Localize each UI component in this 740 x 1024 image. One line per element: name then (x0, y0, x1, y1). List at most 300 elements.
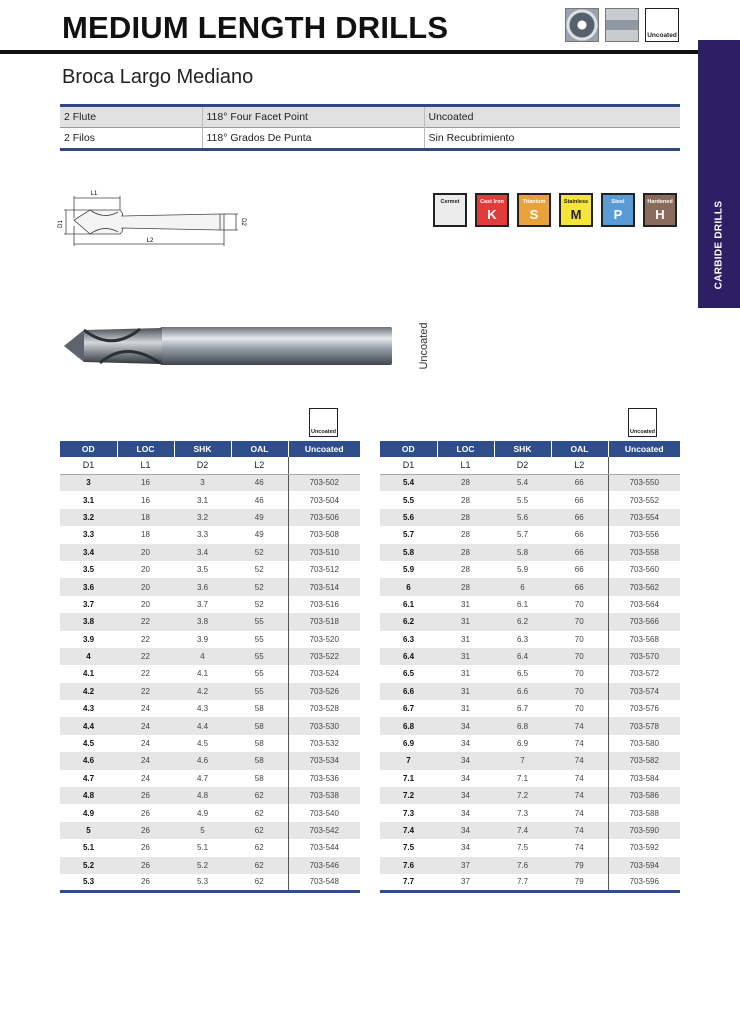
uncoated-badge-icon (628, 408, 657, 437)
badge-label: Uncoated (629, 429, 656, 435)
loc-cell: 24 (117, 717, 174, 734)
loc-cell: 22 (117, 613, 174, 630)
table-row (60, 561, 360, 578)
oal-cell: 55 (231, 665, 288, 682)
column-subheader: D1 (380, 457, 437, 474)
shk-cell: 4.6 (174, 752, 231, 769)
loc-cell: 28 (437, 544, 494, 561)
shk-cell: 3 (174, 474, 231, 491)
loc-cell: 31 (437, 596, 494, 613)
column-subheader: D2 (174, 457, 231, 474)
od-cell: 6.6 (380, 683, 437, 700)
material-letter: P (613, 207, 623, 222)
od-cell: 6.3 (380, 631, 437, 648)
table-subheader-row (60, 457, 360, 474)
shk-cell: 6.5 (494, 665, 551, 682)
edp-cell: 703-566 (608, 613, 680, 630)
column-subheader: L1 (437, 457, 494, 474)
loc-cell: 34 (437, 787, 494, 804)
table-row (380, 874, 680, 891)
edp-cell: 703-520 (288, 631, 360, 648)
shk-cell: 4.7 (174, 770, 231, 787)
table-row (60, 822, 360, 839)
edp-cell: 703-584 (608, 770, 680, 787)
spec-row (60, 128, 680, 150)
shk-cell: 6.3 (494, 631, 551, 648)
edp-cell: 703-544 (288, 839, 360, 856)
drill-table-right (380, 441, 680, 893)
od-cell: 3.9 (60, 631, 117, 648)
edp-cell: 703-510 (288, 544, 360, 561)
table-row (60, 874, 360, 891)
od-cell: 3.2 (60, 509, 117, 526)
oal-cell: 74 (551, 770, 608, 787)
od-cell: 4.1 (60, 665, 117, 682)
badge-label: Uncoated (310, 429, 337, 435)
shk-cell: 4.5 (174, 735, 231, 752)
od-cell: 7.3 (380, 804, 437, 821)
column-subheader: D2 (494, 457, 551, 474)
loc-cell: 26 (117, 857, 174, 874)
loc-cell: 22 (117, 648, 174, 665)
shk-cell: 7.7 (494, 874, 551, 891)
oal-cell: 66 (551, 561, 608, 578)
shk-cell: 5.5 (494, 491, 551, 508)
od-cell: 5.5 (380, 491, 437, 508)
oal-cell: 58 (231, 770, 288, 787)
edp-cell: 703-532 (288, 735, 360, 752)
table-subheader-row (380, 457, 680, 474)
loc-cell: 26 (117, 787, 174, 804)
column-header: OD (380, 441, 437, 457)
od-cell: 5.7 (380, 526, 437, 543)
uncoated-badge-icon (309, 408, 338, 437)
column-subheader: L2 (231, 457, 288, 474)
loc-cell: 22 (117, 683, 174, 700)
loc-cell: 20 (117, 596, 174, 613)
edp-cell: 703-580 (608, 735, 680, 752)
spec-cell: 2 Filos (60, 128, 202, 150)
loc-cell: 31 (437, 700, 494, 717)
edp-cell: 703-542 (288, 822, 360, 839)
shk-cell: 5.9 (494, 561, 551, 578)
material-stainless (559, 193, 593, 227)
shk-cell: 6.6 (494, 683, 551, 700)
oal-cell: 66 (551, 509, 608, 526)
column-header: OAL (551, 441, 608, 457)
shk-cell: 4.9 (174, 804, 231, 821)
loc-cell: 16 (117, 491, 174, 508)
table-row (380, 717, 680, 734)
edp-cell: 703-582 (608, 752, 680, 769)
edp-cell: 703-590 (608, 822, 680, 839)
column-header: LOC (117, 441, 174, 457)
oal-cell: 52 (231, 596, 288, 613)
od-cell: 4.5 (60, 735, 117, 752)
loc-cell: 18 (117, 509, 174, 526)
table-row (380, 665, 680, 682)
oal-cell: 58 (231, 735, 288, 752)
edp-cell: 703-534 (288, 752, 360, 769)
loc-cell: 28 (437, 491, 494, 508)
edp-cell: 703-514 (288, 578, 360, 595)
od-cell: 3.7 (60, 596, 117, 613)
oal-cell: 70 (551, 700, 608, 717)
edp-cell: 703-502 (288, 474, 360, 491)
oal-cell: 46 (231, 474, 288, 491)
od-cell: 5.8 (380, 544, 437, 561)
column-header: Uncoated (288, 441, 360, 457)
table-row (380, 857, 680, 874)
spec-cell: Uncoated (424, 106, 680, 128)
table-row (60, 544, 360, 561)
edp-cell: 703-540 (288, 804, 360, 821)
drill-photo (60, 322, 395, 372)
column-header: OAL (231, 441, 288, 457)
oal-cell: 70 (551, 631, 608, 648)
loc-cell: 22 (117, 665, 174, 682)
oal-cell: 55 (231, 613, 288, 630)
od-cell: 3.8 (60, 613, 117, 630)
od-cell: 7.2 (380, 787, 437, 804)
oal-cell: 70 (551, 683, 608, 700)
table-row (60, 787, 360, 804)
loc-cell: 28 (437, 474, 494, 491)
table-row (60, 596, 360, 613)
table-row (60, 735, 360, 752)
shk-cell: 5.3 (174, 874, 231, 891)
drill-side-view-icon (605, 8, 639, 42)
od-cell: 6.7 (380, 700, 437, 717)
table-row (380, 631, 680, 648)
loc-cell: 34 (437, 822, 494, 839)
edp-cell: 703-552 (608, 491, 680, 508)
edp-cell: 703-508 (288, 526, 360, 543)
edp-cell: 703-572 (608, 665, 680, 682)
edp-cell: 703-528 (288, 700, 360, 717)
loc-cell: 31 (437, 648, 494, 665)
table-row (380, 491, 680, 508)
table-row (380, 752, 680, 769)
column-header: Uncoated (608, 441, 680, 457)
oal-cell: 70 (551, 648, 608, 665)
od-cell: 6.1 (380, 596, 437, 613)
oal-cell: 74 (551, 717, 608, 734)
oal-cell: 58 (231, 700, 288, 717)
table-row (380, 561, 680, 578)
oal-cell: 62 (231, 822, 288, 839)
column-subheader (608, 457, 680, 474)
shk-cell: 4.4 (174, 717, 231, 734)
oal-cell: 70 (551, 596, 608, 613)
oal-cell: 52 (231, 578, 288, 595)
table-row (380, 770, 680, 787)
shk-cell: 6 (494, 578, 551, 595)
edp-cell: 703-594 (608, 857, 680, 874)
oal-cell: 62 (231, 804, 288, 821)
loc-cell: 24 (117, 735, 174, 752)
d1-label: D1 (58, 220, 64, 228)
table-row (380, 822, 680, 839)
oal-cell: 58 (231, 717, 288, 734)
loc-cell: 22 (117, 631, 174, 648)
material-label: Cermet (440, 199, 460, 205)
od-cell: 6.8 (380, 717, 437, 734)
drill-end-view-icon (565, 8, 599, 42)
oal-cell: 55 (231, 648, 288, 665)
od-cell: 3.5 (60, 561, 117, 578)
table-row (380, 578, 680, 595)
shk-cell: 3.4 (174, 544, 231, 561)
shk-cell: 3.9 (174, 631, 231, 648)
shk-cell: 3.7 (174, 596, 231, 613)
material-label: Titanium (522, 199, 546, 205)
shk-cell: 6.1 (494, 596, 551, 613)
loc-cell: 20 (117, 561, 174, 578)
table-row (380, 596, 680, 613)
photo-coating-label: Uncoated (418, 322, 430, 370)
edp-cell: 703-554 (608, 509, 680, 526)
column-header: SHK (494, 441, 551, 457)
od-cell: 3 (60, 474, 117, 491)
oal-cell: 46 (231, 491, 288, 508)
table-row (60, 700, 360, 717)
material-label: Stainless (563, 199, 589, 205)
edp-cell: 703-576 (608, 700, 680, 717)
coating-icon-label: Uncoated (647, 32, 677, 39)
od-cell: 6.9 (380, 735, 437, 752)
l2-label: L2 (146, 238, 154, 244)
oal-cell: 70 (551, 613, 608, 630)
table-header-row (380, 441, 680, 457)
od-cell: 3.3 (60, 526, 117, 543)
od-cell: 7.5 (380, 839, 437, 856)
shk-cell: 5.7 (494, 526, 551, 543)
shk-cell: 7.2 (494, 787, 551, 804)
table-row (380, 544, 680, 561)
edp-cell: 703-558 (608, 544, 680, 561)
edp-cell: 703-564 (608, 596, 680, 613)
od-cell: 5.2 (60, 857, 117, 874)
oal-cell: 52 (231, 561, 288, 578)
od-cell: 6.4 (380, 648, 437, 665)
table-row (380, 648, 680, 665)
material-label: Steel (611, 199, 625, 205)
column-subheader: L1 (117, 457, 174, 474)
column-subheader: D1 (60, 457, 117, 474)
table-row (60, 491, 360, 508)
od-cell: 4.8 (60, 787, 117, 804)
column-subheader (288, 457, 360, 474)
table-row (60, 717, 360, 734)
od-cell: 5.3 (60, 874, 117, 891)
oal-cell: 66 (551, 474, 608, 491)
oal-cell: 70 (551, 665, 608, 682)
oal-cell: 79 (551, 857, 608, 874)
table-row (60, 683, 360, 700)
material-steel (601, 193, 635, 227)
table-row (60, 665, 360, 682)
loc-cell: 24 (117, 700, 174, 717)
od-cell: 6.5 (380, 665, 437, 682)
shk-cell: 4 (174, 648, 231, 665)
shk-cell: 4.3 (174, 700, 231, 717)
table-row (380, 509, 680, 526)
oal-cell: 62 (231, 787, 288, 804)
edp-cell: 703-526 (288, 683, 360, 700)
loc-cell: 28 (437, 509, 494, 526)
table-row (380, 839, 680, 856)
oal-cell: 55 (231, 631, 288, 648)
column-subheader: L2 (551, 457, 608, 474)
loc-cell: 24 (117, 752, 174, 769)
table-row (380, 474, 680, 491)
edp-cell: 703-588 (608, 804, 680, 821)
od-cell: 4.9 (60, 804, 117, 821)
table-row (380, 787, 680, 804)
oal-cell: 66 (551, 578, 608, 595)
edp-cell: 703-536 (288, 770, 360, 787)
oal-cell: 62 (231, 857, 288, 874)
oal-cell: 66 (551, 526, 608, 543)
material-letter: K (487, 207, 497, 222)
shk-cell: 4.8 (174, 787, 231, 804)
drill-dimension-diagram (60, 186, 250, 252)
oal-cell: 52 (231, 544, 288, 561)
shk-cell: 3.2 (174, 509, 231, 526)
material-titanium (517, 193, 551, 227)
edp-cell: 703-522 (288, 648, 360, 665)
edp-cell: 703-574 (608, 683, 680, 700)
oal-cell: 66 (551, 491, 608, 508)
loc-cell: 37 (437, 857, 494, 874)
edp-cell: 703-596 (608, 874, 680, 891)
shk-cell: 6.2 (494, 613, 551, 630)
material-cast-iron (475, 193, 509, 227)
uncoated-coating-icon (645, 8, 679, 42)
material-letter: M (570, 207, 582, 222)
edp-cell: 703-516 (288, 596, 360, 613)
oal-cell: 49 (231, 509, 288, 526)
table-row (380, 804, 680, 821)
shk-cell: 7.1 (494, 770, 551, 787)
column-header: LOC (437, 441, 494, 457)
loc-cell: 31 (437, 665, 494, 682)
od-cell: 5.4 (380, 474, 437, 491)
table-row (60, 613, 360, 630)
od-cell: 4 (60, 648, 117, 665)
od-cell: 5.9 (380, 561, 437, 578)
oal-cell: 62 (231, 839, 288, 856)
drill-table-left (60, 441, 360, 893)
table-row (380, 735, 680, 752)
material-label: Hardened (647, 199, 673, 205)
table-row (380, 613, 680, 630)
edp-cell: 703-546 (288, 857, 360, 874)
loc-cell: 28 (437, 561, 494, 578)
edp-cell: 703-560 (608, 561, 680, 578)
edp-cell: 703-548 (288, 874, 360, 891)
edp-cell: 703-538 (288, 787, 360, 804)
table-row (60, 752, 360, 769)
od-cell: 5.6 (380, 509, 437, 526)
edp-cell: 703-562 (608, 578, 680, 595)
od-cell: 7.1 (380, 770, 437, 787)
edp-cell: 703-556 (608, 526, 680, 543)
edp-cell: 703-504 (288, 491, 360, 508)
material-letter: S (529, 207, 539, 222)
l1-label: L1 (90, 191, 98, 197)
loc-cell: 26 (117, 874, 174, 891)
loc-cell: 34 (437, 804, 494, 821)
shk-cell: 5 (174, 822, 231, 839)
shk-cell: 4.2 (174, 683, 231, 700)
shk-cell: 6.7 (494, 700, 551, 717)
shk-cell: 6.4 (494, 648, 551, 665)
loc-cell: 31 (437, 631, 494, 648)
loc-cell: 28 (437, 578, 494, 595)
od-cell: 3.1 (60, 491, 117, 508)
loc-cell: 34 (437, 735, 494, 752)
edp-cell: 703-570 (608, 648, 680, 665)
od-cell: 6 (380, 578, 437, 595)
loc-cell: 37 (437, 874, 494, 891)
title-rule (0, 50, 700, 54)
material-label: Cast Iron (480, 199, 504, 205)
table-row (380, 700, 680, 717)
shk-cell: 7.3 (494, 804, 551, 821)
spec-cell: 2 Flute (60, 106, 202, 128)
oal-cell: 55 (231, 683, 288, 700)
od-cell: 3.6 (60, 578, 117, 595)
column-header: SHK (174, 441, 231, 457)
loc-cell: 16 (117, 474, 174, 491)
od-cell: 5 (60, 822, 117, 839)
edp-cell: 703-524 (288, 665, 360, 682)
loc-cell: 20 (117, 544, 174, 561)
loc-cell: 28 (437, 526, 494, 543)
material-letter: H (655, 207, 665, 222)
side-tab-label: CARBIDE DRILLS (713, 200, 725, 290)
od-cell: 7.7 (380, 874, 437, 891)
edp-cell: 703-578 (608, 717, 680, 734)
od-cell: 5.1 (60, 839, 117, 856)
od-cell: 7.6 (380, 857, 437, 874)
loc-cell: 34 (437, 770, 494, 787)
shk-cell: 3.8 (174, 613, 231, 630)
loc-cell: 34 (437, 717, 494, 734)
edp-cell: 703-530 (288, 717, 360, 734)
edp-cell: 703-512 (288, 561, 360, 578)
table-row (380, 526, 680, 543)
oal-cell: 74 (551, 839, 608, 856)
shk-cell: 5.4 (494, 474, 551, 491)
edp-cell: 703-568 (608, 631, 680, 648)
material-hardened (643, 193, 677, 227)
loc-cell: 34 (437, 752, 494, 769)
table-row (60, 857, 360, 874)
edp-cell: 703-518 (288, 613, 360, 630)
table-row (60, 474, 360, 491)
edp-cell: 703-592 (608, 839, 680, 856)
edp-cell: 703-506 (288, 509, 360, 526)
shk-cell: 7.5 (494, 839, 551, 856)
shk-cell: 5.8 (494, 544, 551, 561)
shk-cell: 4.1 (174, 665, 231, 682)
table-row (380, 683, 680, 700)
shk-cell: 5.6 (494, 509, 551, 526)
od-cell: 4.2 (60, 683, 117, 700)
